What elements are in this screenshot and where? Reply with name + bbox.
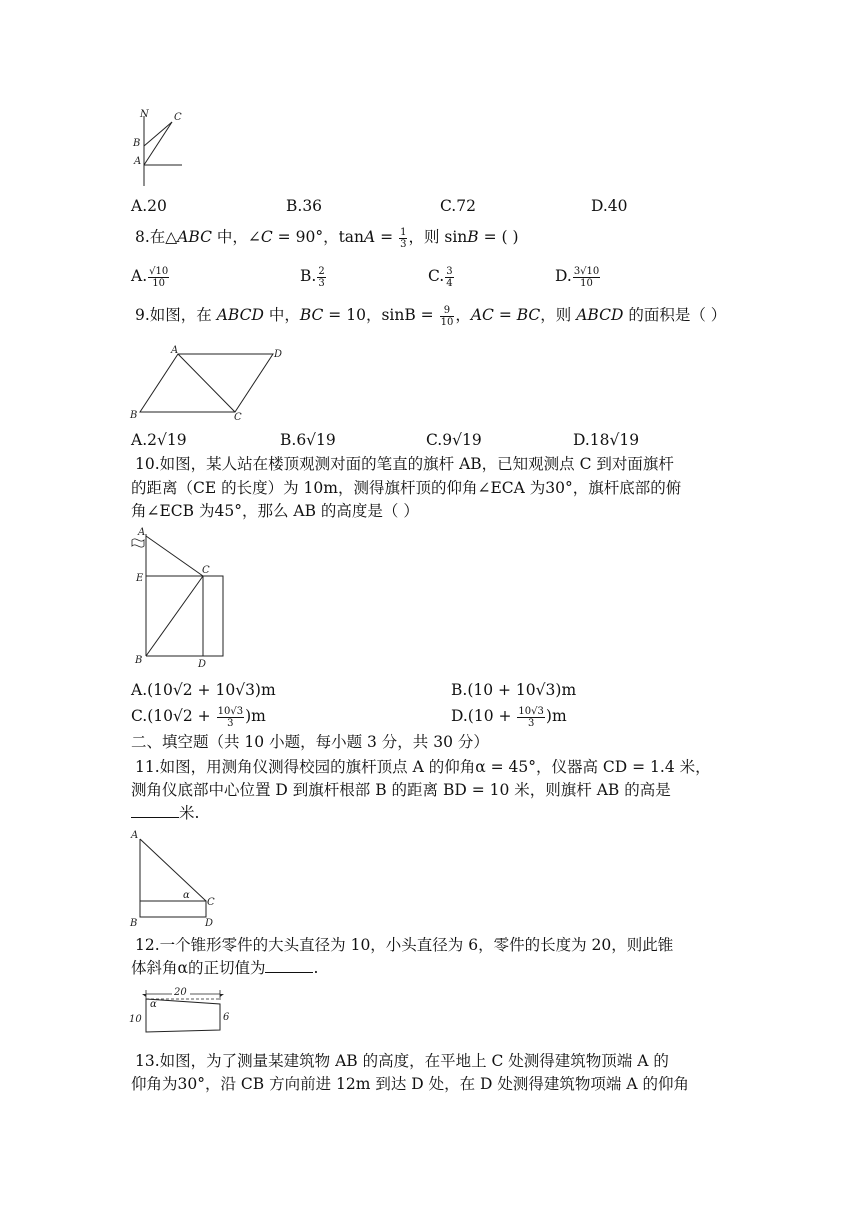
q10-figure <box>128 526 233 671</box>
q10-label-d: D <box>198 659 207 670</box>
q10-label-a: A <box>138 527 146 538</box>
q12-figure <box>128 982 238 1042</box>
q10-label-e: E <box>136 573 144 584</box>
q10-stem-line1: 10.如图，某人站在楼顶观测对面的笔直的旗杆 AB，已知观测点 C 到对面旗杆 <box>135 455 674 473</box>
q9-fraction: $\frac{9}{10}$ <box>440 304 454 328</box>
q7-label-c: C <box>174 112 182 123</box>
q11-label-a: A <box>131 830 139 841</box>
q9-option-b: B.6√19 <box>280 431 336 449</box>
q10-stem-line2: 的距离（CE 的长度）为 10m，测得旗杆顶的仰角∠ECA 为30°，旗杆底部的俯 <box>131 479 682 497</box>
q12-label-small: 6 <box>223 1012 230 1023</box>
q7-option-a: A.20 <box>131 197 167 215</box>
q12-label-length: 20 <box>174 987 187 998</box>
q12-label-alpha: α <box>150 999 157 1010</box>
q13-stem-line2: 仰角为30°，沿 CB 方向前进 12m 到达 D 处，在 D 处测得建筑物项端 A 的仰角 <box>131 1075 689 1093</box>
q11-label-b: B <box>130 918 138 929</box>
q12-stem-line2: 体斜角α的正切值为 . <box>131 959 319 977</box>
q9-figure <box>128 342 288 422</box>
q11-label-alpha: α <box>183 890 190 901</box>
q10-stem-line3: 角∠ECB 为45°，那么 AB 的高度是（ ） <box>131 502 419 520</box>
q7-label-a: A <box>134 156 142 167</box>
q7-figure <box>130 108 192 188</box>
q7-label-b: B <box>133 138 141 149</box>
q10-option-c: C.(10√2 + $\frac{10√3}{3}$ )m <box>131 705 266 729</box>
q11-label-d: D <box>205 918 214 929</box>
q9-stem: 9.如图，在 ABCD 中，BC = 10，sinB = $\frac{9}{10}$ ，AC = BC，则 ABCD 的面积是（ ） <box>135 304 727 328</box>
q7-option-d: D.40 <box>591 197 628 215</box>
q12-stem-line1: 12.一个锥形零件的大头直径为 10，小头直径为 6，零件的长度为 20，则此锥 <box>135 936 674 954</box>
q11-stem-line1: 11.如图，用测角仪测得校园的旗杆顶点 A 的仰角α = 45°，仪器高 CD = 1.4 米， <box>135 758 711 776</box>
q11-figure <box>128 827 223 927</box>
q10-option-d: D.(10 + $\frac{10√3}{3}$ )m <box>451 705 567 729</box>
q8-option-c: C. $\frac{3}{4}$ <box>428 265 453 289</box>
q7-option-b: B.36 <box>286 197 323 215</box>
q13-stem-line1: 13.如图，为了测量某建筑物 AB 的高度，在平地上 C 处测得建筑物顶端 A 的 <box>135 1052 669 1070</box>
q9-label-a: A <box>171 345 179 356</box>
q10-option-a: A.(10√2 + 10√3)m <box>131 681 276 699</box>
q11-stem-line3: 米. <box>131 802 199 824</box>
q8-option-b: B. $\frac{2}{3}$ <box>300 265 325 289</box>
q9-label-b: B <box>130 410 138 421</box>
q8-option-a: A. $\frac{√10}{10}$ <box>131 265 169 289</box>
q10-option-b: B.(10 + 10√3)m <box>451 681 577 699</box>
q11-label-c: C <box>207 897 215 908</box>
q12-label-big: 10 <box>129 1014 142 1025</box>
q8-stem: 8.在△ABC 中，∠C = 90°，tanA = $\frac{1}{3}$ ，则 sinB = ( ) <box>135 226 519 250</box>
q9-option-c: C.9√19 <box>426 431 482 449</box>
q10-label-c: C <box>202 565 210 576</box>
q8-option-d: D. $\frac{3√10}{10}$ <box>555 265 600 289</box>
q11-stem-line2: 测角仪底部中心位置 D 到旗杆根部 B 的距离 BD = 10 米，则旗杆 AB 的高是 <box>131 781 671 799</box>
q11-answer-blank[interactable] <box>131 803 179 818</box>
q10-label-b: B <box>135 655 143 666</box>
q9-label-d: D <box>274 349 283 360</box>
q7-label-n: N <box>140 109 149 120</box>
q9-option-a: A.2√19 <box>131 431 187 449</box>
section-heading: 二、填空题（共 10 小题，每小题 3 分，共 30 分） <box>131 733 489 751</box>
q7-option-c: C.72 <box>440 197 476 215</box>
q9-option-d: D.18√19 <box>573 431 640 449</box>
q8-fraction: $\frac{1}{3}$ <box>400 226 407 250</box>
q9-label-c: C <box>234 412 242 423</box>
q12-answer-blank[interactable] <box>265 958 313 973</box>
